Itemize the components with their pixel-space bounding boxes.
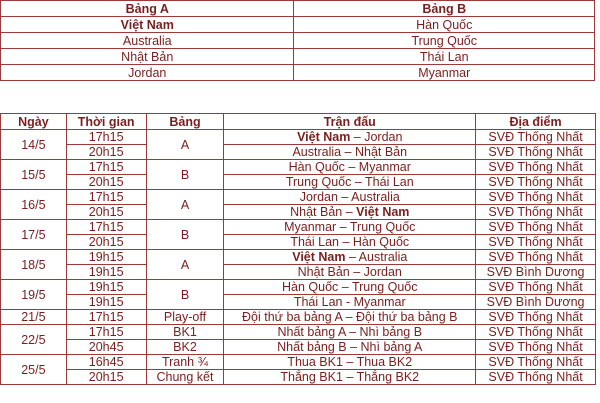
match-text: Nhất bảng A – Nhì bảng B [277,325,423,339]
match-time: 16h45 [66,355,146,370]
match-date: 21/5 [1,310,67,325]
match-time: 17h15 [66,130,146,145]
match-venue: SVĐ Thống Nhất [476,160,596,175]
match-time: 19h15 [66,265,146,280]
match-teams [224,160,476,175]
match-row [1,235,596,250]
match-date: 17/5 [1,220,67,250]
group-b-team: Thái Lan [294,49,595,65]
match-teams [224,265,476,280]
time-column-header: Thời gian [66,114,146,130]
match-group: A [146,190,224,220]
match-row [1,160,596,175]
groups-row [1,65,595,81]
match-venue: SVĐ Thống Nhất [476,310,596,325]
match-time: 17h15 [66,190,146,205]
match-text: Hàn Quốc – Trung Quốc [282,280,418,294]
match-teams [224,235,476,250]
match-text: Jordan – Australia [299,190,400,204]
group-a-team [1,17,294,33]
match-venue: SVĐ Bình Dương [476,295,596,310]
match-text: Thua BK1 – Thua BK2 [287,355,413,369]
match-row [1,325,596,340]
match-text: Myanmar – Trung Quốc [284,220,416,234]
match-text: Nhật Bản – Jordan [297,265,402,279]
match-venue: SVĐ Thống Nhất [476,250,596,265]
match-time: 20h15 [66,145,146,160]
match-time: 20h45 [66,340,146,355]
match-time: 19h15 [66,250,146,265]
match-group: B [146,280,224,310]
group-a-team-name: Việt Nam [120,17,174,32]
match-text: Thái Lan - Myanmar [293,295,406,309]
match-text: – Australia [345,250,408,264]
match-row [1,130,596,145]
group-a-team: Nhật Bản [1,49,294,65]
match-row [1,340,596,355]
match-row [1,145,596,160]
match-row [1,250,596,265]
match-teams [224,355,476,370]
match-venue: SVĐ Thống Nhất [476,130,596,145]
match-teams [224,130,476,145]
match-venue: SVĐ Thống Nhất [476,355,596,370]
group-b-header: Bảng B [294,1,595,17]
match-time: 17h15 [66,220,146,235]
match-row [1,355,596,370]
match-text: Trung Quốc – Thái Lan [285,175,414,189]
team-vietnam: Việt Nam [297,130,351,144]
group-a-team: Australia [1,33,294,49]
match-row [1,190,596,205]
date-column-header: Ngày [1,114,67,130]
match-group: Tranh ¾ [146,355,224,370]
groups-row [1,17,595,33]
match-time: 19h15 [66,280,146,295]
group-b-team: Hàn Quốc [294,17,595,33]
match-time: 17h15 [66,310,146,325]
match-venue: SVĐ Thống Nhất [476,145,596,160]
match-teams [224,325,476,340]
match-row [1,205,596,220]
match-date: 15/5 [1,160,67,190]
match-row [1,175,596,190]
match-text: Thái Lan – Hàn Quốc [290,235,410,249]
match-venue: SVĐ Thống Nhất [476,370,596,385]
groups-header-row [1,1,595,17]
match-group: Play-off [146,310,224,325]
schedule-table [0,113,596,385]
match-venue: SVĐ Thống Nhất [476,325,596,340]
match-text: Đội thứ ba bảng A – Đội thứ ba bảng B [242,310,458,324]
match-row [1,310,596,325]
schedule-header-row [1,114,596,130]
group-a-header: Bảng A [1,1,294,17]
match-time: 20h15 [66,175,146,190]
match-row [1,265,596,280]
team-vietnam: Việt Nam [292,250,346,264]
match-text: – Jordan [350,130,403,144]
match-teams [224,220,476,235]
match-teams [224,280,476,295]
match-group: BK2 [146,340,224,355]
match-row [1,370,596,385]
match-teams [224,145,476,160]
match-time: 20h15 [66,205,146,220]
match-time: 17h15 [66,160,146,175]
group-b-team: Myanmar [294,65,595,81]
match-group: Chung kết [146,370,224,385]
match-venue: SVĐ Thống Nhất [476,220,596,235]
match-time: 17h15 [66,325,146,340]
match-venue: SVĐ Thống Nhất [476,190,596,205]
group-a-team: Jordan [1,65,294,81]
match-text: Nhất bảng B – Nhì bảng A [277,340,423,354]
match-text: Thắng BK1 – Thắng BK2 [280,370,420,384]
match-group: BK1 [146,325,224,340]
match-date: 19/5 [1,280,67,310]
match-group: A [146,250,224,280]
venue-column-header: Địa điểm [476,114,596,130]
groups-row [1,33,595,49]
match-venue: SVĐ Bình Dương [476,265,596,280]
match-date: 25/5 [1,355,67,385]
match-row [1,220,596,235]
group-b-team: Trung Quốc [294,33,595,49]
match-text: Hàn Quốc – Myanmar [288,160,411,174]
match-group: A [146,130,224,160]
match-teams [224,250,476,265]
match-teams [224,190,476,205]
match-time: 19h15 [66,295,146,310]
match-date: 14/5 [1,130,67,160]
match-time: 20h15 [66,235,146,250]
match-venue: SVĐ Thống Nhất [476,175,596,190]
match-venue: SVĐ Thống Nhất [476,235,596,250]
team-vietnam: Việt Nam [356,205,410,219]
match-group: B [146,160,224,190]
match-group: B [146,220,224,250]
match-teams [224,370,476,385]
match-teams [224,295,476,310]
match-date: 18/5 [1,250,67,280]
match-text: Australia – Nhật Bản [292,145,408,159]
groups-table [0,0,595,81]
match-date: 22/5 [1,325,67,355]
match-column-header: Trận đấu [224,114,476,130]
match-teams [224,340,476,355]
match-text: Nhật Bản – [290,205,357,219]
match-row [1,295,596,310]
match-venue: SVĐ Thống Nhất [476,205,596,220]
match-date: 16/5 [1,190,67,220]
match-teams [224,175,476,190]
match-time: 20h15 [66,370,146,385]
match-teams [224,310,476,325]
match-row [1,280,596,295]
match-teams [224,205,476,220]
match-venue: SVĐ Thống Nhất [476,340,596,355]
match-venue: SVĐ Thống Nhất [476,280,596,295]
groups-row [1,49,595,65]
group-column-header: Bảng [146,114,224,130]
